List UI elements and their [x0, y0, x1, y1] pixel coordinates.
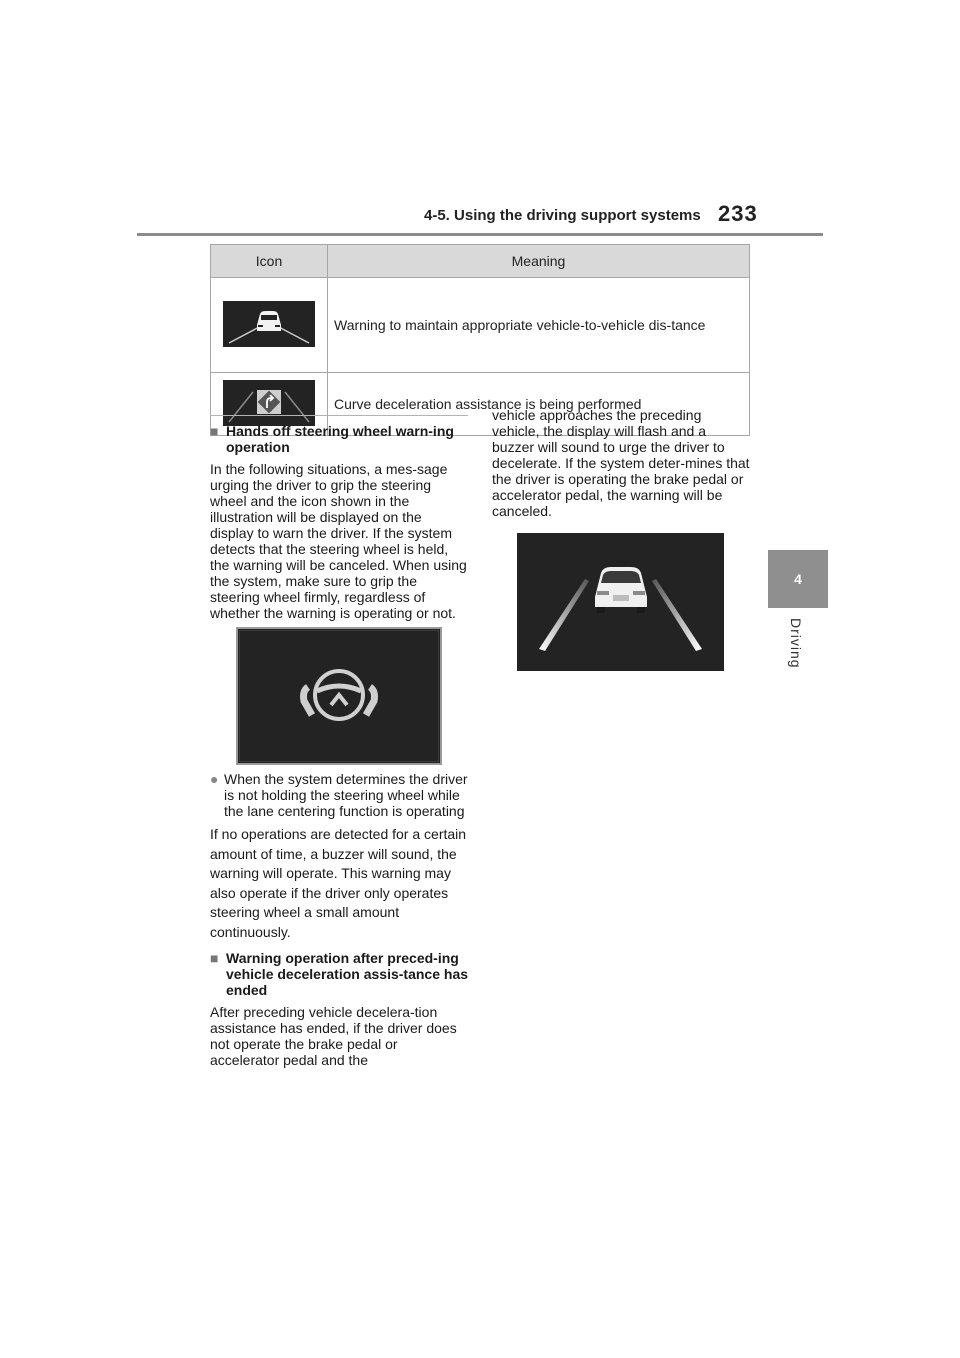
page-number: 233 — [718, 201, 758, 226]
hands-off-intro: In the following situations, a mes-sage urging the driver to grip the steering wheel and the icon shown in the illustration will be displayed on the display to warn the driver. If the system detects that the steering wheel is held, the warning will be canceled. When using the system, make sure to grip the steering wheel firmly, regardless of whether the warning is operating or not. — [210, 461, 467, 621]
meaning-cell: Warning to maintain appropriate vehicle-to-vehicle dis-tance — [328, 278, 750, 373]
section-heading-hands-off: ■ Hands off steering wheel warn-ing operation — [210, 423, 454, 455]
right-column — [492, 407, 750, 525]
hands-on-steering-wheel-icon — [304, 671, 375, 719]
square-bullet-icon: ■ — [210, 950, 219, 966]
chapter-label: Driving — [788, 618, 804, 669]
chapter-number: 4 — [794, 571, 802, 587]
preceding-vehicle-lane-icon — [517, 533, 724, 671]
circle-bullet-icon: ● — [210, 771, 219, 787]
vehicle-distance-warning-icon — [223, 301, 315, 347]
icon-column-header: Icon — [211, 245, 328, 278]
hands-off-condition: ● When the system determines the driver is not holding the steering wheel while the lane centering function is operating — [210, 771, 468, 819]
table-row — [211, 278, 750, 373]
preceding-vehicle-illustration — [517, 533, 724, 671]
meaning-cell: Curve deceleration assistance is being performed — [328, 373, 750, 436]
header-title: 4-5. Using the driving support systems — [424, 207, 701, 224]
table-header-row — [211, 245, 750, 278]
square-bullet-icon: ■ — [210, 423, 219, 439]
after-decel-text-start: After preceding vehicle decelera-tion assistance has ended, if the driver does not operate the brake pedal or accelerator pedal and the — [210, 1004, 457, 1068]
hands-off-illustration — [236, 627, 442, 765]
section-heading-after-decel: ■ Warning operation after preced-ing vehicle deceleration assis-tance has ended — [210, 950, 469, 998]
hands-off-follow-up: If no operations are detected for a certain amount of time, a buzzer will sound, the warning will operate. This warning may also operate if the driver only operates steering wheel a small amount continuously. — [210, 826, 467, 940]
header-rule — [137, 233, 823, 236]
preceding-car-shape — [595, 567, 647, 613]
after-decel-text-continued: vehicle approaches the preceding vehicle, the display will flash and a buzzer will sound to urge the driver to decelerate. If the system deter-mines that the driver is operating the brake pedal or accelerator pedal, the warning will be canceled. — [492, 407, 750, 519]
meaning-column-header: Meaning — [328, 245, 750, 278]
section-divider — [210, 415, 468, 416]
chapter-tab — [768, 550, 828, 608]
left-column — [210, 415, 468, 1074]
